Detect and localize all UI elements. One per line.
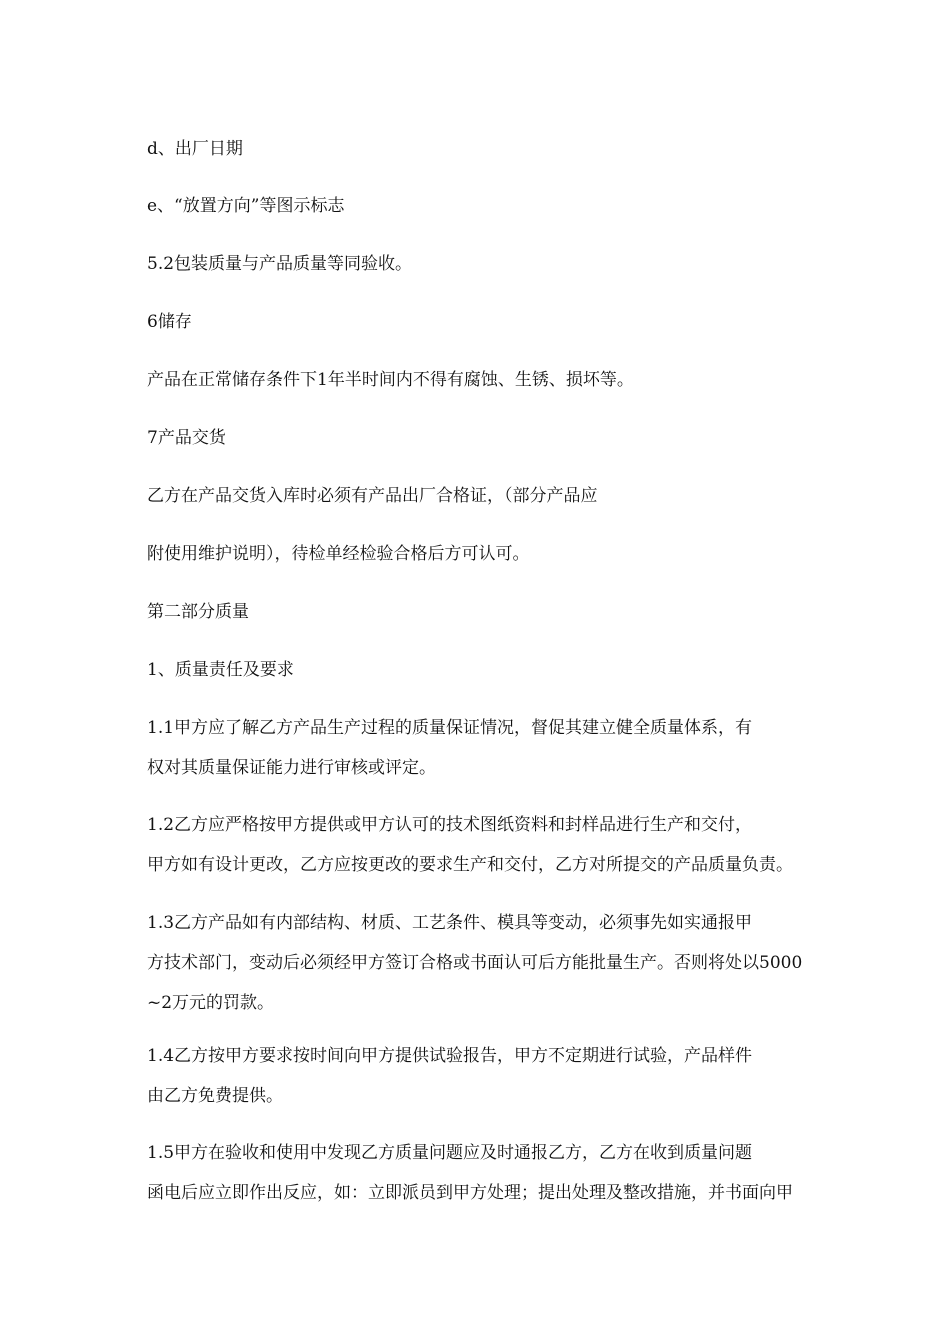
- paragraph-1-3-line-1: 1.3乙方产品如有内部结构、材质、工艺条件、模具等变动，必须事先如实通报甲: [147, 913, 753, 933]
- paragraph-1-2-line-1: 1.2乙方应严格按甲方提供或甲方认可的技术图纸资料和封样品进行生产和交付，: [147, 815, 753, 835]
- paragraph-1-5: [147, 1133, 837, 1213]
- storage-text: 产品在正常储存条件下1年半时间内不得有腐蚀、生锈、损坏等。: [147, 370, 634, 390]
- paragraph-1-1-line-2: 权对其质量保证能力进行审核或评定。: [147, 758, 436, 778]
- paragraph-1-3: [147, 903, 837, 1023]
- heading-1-quality-responsibility: 1、质量责任及要求: [147, 660, 294, 680]
- heading-part-two-quality: 第二部分质量: [147, 602, 249, 622]
- item-e-orientation-mark: e、“放置方向”等图示标志: [147, 196, 345, 216]
- item-d-production-date: d、出厂日期: [147, 139, 243, 159]
- paragraph-1-5-line-2: 函电后应立即作出反应，如：立即派员到甲方处理；提出处理及整改措施，并书面向甲: [147, 1183, 793, 1203]
- paragraph-1-5-line-1: 1.5甲方在验收和使用中发现乙方质量问题应及时通报乙方，乙方在收到质量问题: [147, 1143, 753, 1163]
- delivery-text-line-1: 乙方在产品交货入库时必须有产品出厂合格证，（部分产品应: [147, 486, 598, 506]
- paragraph-1-2: [147, 805, 837, 885]
- paragraph-1-4: [147, 1036, 837, 1116]
- delivery-text-line-2: 附使用维护说明），待检单经检验合格后方可认可。: [147, 544, 530, 564]
- paragraph-1-1: [147, 708, 837, 788]
- paragraph-1-1-line-1: 1.1甲方应了解乙方产品生产过程的质量保证情况，督促其建立健全质量体系，有: [147, 718, 753, 738]
- paragraph-1-4-line-2: 由乙方免费提供。: [147, 1086, 283, 1106]
- paragraph-1-4-line-1: 1.4乙方按甲方要求按时间向甲方提供试验报告，甲方不定期进行试验，产品样件: [147, 1046, 753, 1066]
- section-5-2: 5.2包装质量与产品质量等同验收。: [147, 254, 413, 274]
- paragraph-1-3-line-2: 方技术部门，变动后必须经甲方签订合格或书面认可后方能批量生产。否则将处以5000: [147, 953, 803, 973]
- paragraph-1-2-line-2: 甲方如有设计更改，乙方应按更改的要求生产和交付，乙方对所提交的产品质量负责。: [147, 855, 793, 875]
- heading-6-storage: 6储存: [147, 312, 192, 332]
- heading-7-delivery: 7产品交货: [147, 428, 226, 448]
- paragraph-1-3-line-3: ~2万元的罚款。: [147, 993, 275, 1013]
